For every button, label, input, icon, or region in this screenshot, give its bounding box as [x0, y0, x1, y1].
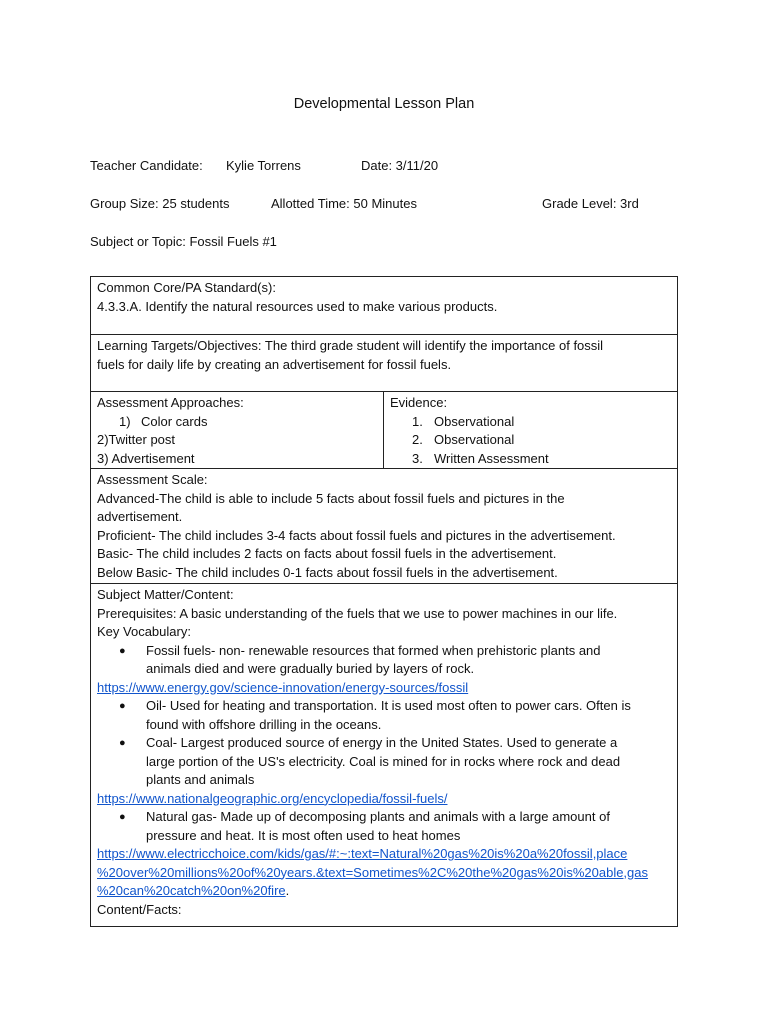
approach-item: 3) Advertisement	[97, 450, 195, 466]
teacher-label: Teacher Candidate:	[90, 158, 203, 173]
assessment-evidence	[384, 392, 677, 468]
prerequisites: Prerequisites: A basic understanding of the fuels that we use to power machines in our life.	[97, 605, 618, 621]
objectives-section	[91, 335, 677, 392]
vocab-item-fossil-fuels: ● Fossil fuels- non- renewable resources that formed when prehistoric plants and animals died and were gradually buried by layers of rock.	[119, 642, 601, 676]
national-geographic-link[interactable]: https://www.nationalgeographic.org/encyclopedia/fossil-fuels/	[97, 790, 448, 806]
assessment-section	[91, 392, 677, 469]
grade-level: Grade Level: 3rd	[542, 196, 639, 211]
allotted-time: Allotted Time: 50 Minutes	[271, 196, 417, 211]
approach-item: 2)Twitter post	[97, 432, 176, 447]
content-heading: Subject Matter/Content:	[97, 587, 234, 602]
scale-line: Advanced-The child is able to include 5 facts about fossil fuels and pictures in the	[97, 490, 565, 506]
group-size: Group Size: 25 students	[90, 196, 230, 211]
vocab-item-oil: ● Oil- Used for heating and transportation. It is used most often to power cars. Often is found with offshore drilling in the oceans.	[119, 698, 631, 732]
scale-heading: Assessment Scale:	[97, 472, 208, 487]
bullet-icon: ●	[119, 737, 126, 749]
evidence-heading: Evidence:	[390, 395, 448, 410]
subject-topic: Subject or Topic: Fossil Fuels #1	[90, 234, 277, 249]
standards-section	[91, 277, 677, 335]
teacher-name: Kylie Torrens	[226, 158, 301, 173]
bullet-icon: ●	[119, 644, 126, 657]
scale-line: Proficient- The child includes 3-4 facts about fossil fuels and pictures in the advertisement.	[97, 527, 616, 543]
evidence-item: 1. Observational	[412, 413, 515, 429]
vocab-item-natural-gas: ● Natural gas- Made up of decomposing plants and animals with a large amount of pressure and heat. It is most often used to heat homes	[119, 809, 610, 843]
assessment-scale-section	[91, 469, 677, 584]
content-facts-heading: Content/Facts:	[97, 901, 182, 917]
standards-heading: Common Core/PA Standard(s):	[97, 280, 276, 295]
objectives-line: fuels for daily life by creating an advertisement for fossil fuels.	[97, 356, 452, 372]
lesson-date: Date: 3/11/20	[361, 158, 439, 173]
assessment-approaches	[91, 392, 384, 468]
electric-choice-link[interactable]: https://www.electricchoice.com/kids/gas/#:~:text=Natural%20gas%20is%20a%20fossil,place %20over%20millions%20of%20years.&text=Sometimes%2C%20the%20gas%20is%20able,gas %20can%20catch%20on%20fire.	[97, 846, 649, 898]
vocab-item-coal: ● Coal- Largest produced source of energy in the United States. Used to generate a large portion of the US's electricity. Coal is mined for in rocks where rock and dead plants and animals	[119, 735, 621, 787]
bullet-icon: ●	[119, 700, 126, 712]
energy-gov-link[interactable]: https://www.energy.gov/science-innovation/energy-sources/fossil	[97, 679, 469, 695]
approaches-heading: Assessment Approaches:	[97, 395, 244, 410]
page-title: Developmental Lesson Plan	[293, 96, 475, 112]
evidence-item: 3. Written Assessment	[412, 450, 549, 466]
objectives-line: Learning Targets/Objectives: The third grade student will identify the importance of fossil	[97, 338, 604, 353]
lesson-table	[90, 276, 678, 927]
scale-line: advertisement.	[97, 509, 183, 524]
standards-text: 4.3.3.A. Identify the natural resources used to make various products.	[97, 298, 498, 314]
subject-matter-section	[91, 584, 677, 926]
approach-item: 1) Color cards	[119, 413, 208, 429]
bullet-icon: ●	[119, 811, 126, 823]
evidence-item: 2. Observational	[412, 432, 515, 447]
vocabulary-heading: Key Vocabulary:	[97, 624, 191, 639]
scale-line: Below Basic- The child includes 0-1 facts about fossil fuels in the advertisement.	[97, 564, 558, 580]
scale-line: Basic- The child includes 2 facts on facts about fossil fuels in the advertisement.	[97, 546, 557, 561]
